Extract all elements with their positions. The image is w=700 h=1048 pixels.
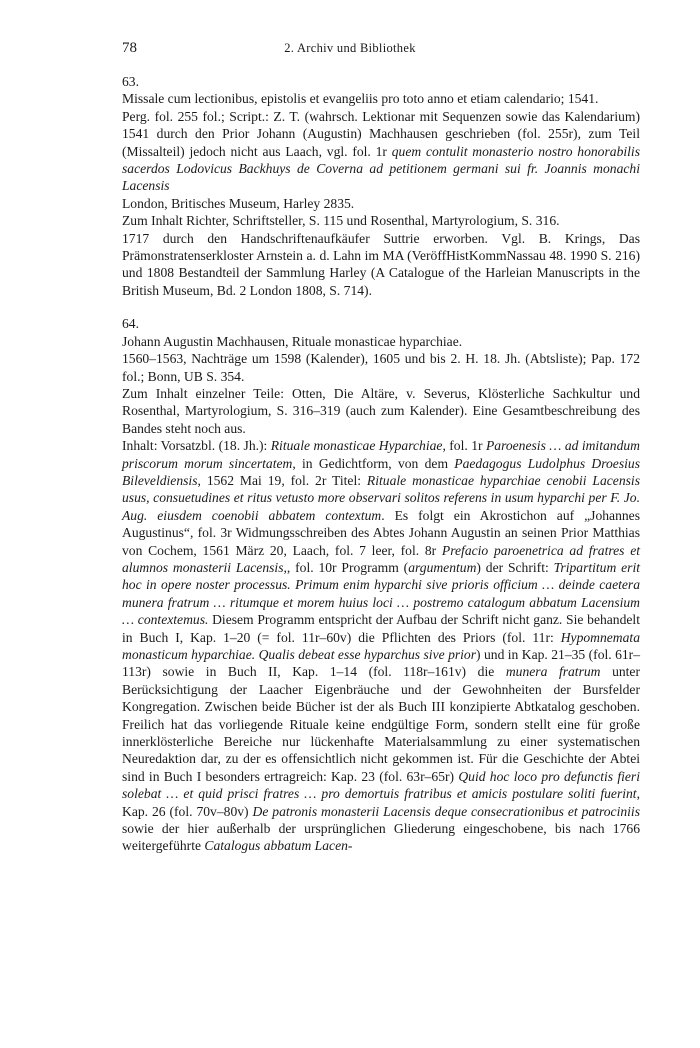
entry-title: Johann Augustin Machhausen, Rituale monasticae hyparchiae. [122,333,463,349]
entry-location: London, Britisches Museum, Harley 2835. [122,195,355,211]
page-number: 78 [122,40,137,56]
entry-number: 63. [122,74,139,89]
running-head: 2. Archiv und Bibliothek [284,41,416,55]
page-body [122,73,640,855]
catalog-entry-64 [122,315,640,855]
entry-title: Missale cum lectionibus, epistolis et evangeliis pro toto anno et etiam calendario; 1541. [122,91,599,107]
entry-literature: Zum Inhalt Richter, Schriftsteller, S. 115 und Rosenthal, Martyrologium, S. 316. [122,213,560,229]
entry-description: 1560–1563, Nachträge um 1598 (Kalender), 1605 und bis 2. H. 18. Jh. (Abtsliste); Pap. 172 fol.; Bonn, UB S. 354. [122,351,640,384]
entry-description: Perg. fol. 255 fol.; Script.: Z. T. (wahrsch. Lektionar mit Sequenzen sowie das Kalendarium) 1541 durch den Prior Johann (Augustin) Machhausen geschrieben (fol. 255r), zum Teil (Missalteil) jedoch nicht aus Laach, vgl. fol. 1r quem contulit monasterio nostro honorabilis sacerdos Lodovicus Backhuys de Coverna ad petitionem germani sui fr. Joannis monachi Lacensis [122,108,640,194]
entry-contents: Inhalt: Vorsatzbl. (18. Jh.): Rituale monasticae Hyparchiae, fol. 1r Paroenesis … ad imitandum priscorum morum sincertatem, in Gedichtform, von dem Paedagogus Ludolphus Droesius Bileveldiensis, 1562 Mai 19, fol. 2r Titel: Rituale monasticae hyparchiae cenobii Lacensis usus, consuetudines et ritus vetusto more observari solitos referens in usum hyparchi per F. Jo. Aug. eiusdem coenobii abbatem contextum. Es folgt ein Akrostichon auf „Johannes Augustinus“, fol. 3r Widmungsschreiben des Abtes Johann Augustin an seinen Prior Matthias von Cochem, 1561 März 20, Laach, fol. 7 leer, fol. 8r Prefacio paroenetrica ad fratres et alumnos monasterii Lacensis,, fol. 10r Programm (argumentum) der Schrift: Tripartitum erit hoc in opere noster processus. Primum enim hyparchi sive prioris officium … deinde caetera munera fratrum … ritumque et morem huius loci … postremo catalogum abbatum Lacensium … contextemus. Diesem Programm entspricht der Aufbau der Schrift nicht ganz. Sie behandelt in Buch I, Kap. 1–20 (= fol. 11r–60v) die Pflichten des Priors (fol. 11r: Hypomnemata monasticum hyparchiae. Qualis debeat esse hyparchus sive prior) und in Kap. 21–35 (fol. 61r–113r) sowie in Buch II, Kap. 1–14 (fol. 118r–161v) die munera fratrum unter Berücksichtigung der Laacher Eigenbräuche und der Gewohnheiten der Bursfelder Kongregation. Zwischen beide Bücher ist der als Buch III konzipierte Abtkatalog geschoben. Freilich hat das vorliegende Rituale keine endgültige Form, sondern stellt eine für große innerklösterliche Bereiche nur lückenhafte Materialsammlung zu einer systematischen Neuredaktion dar, zu der es offensichtlich nicht gekommen ist. Für die Geschichte der Abtei sind in Buch I besonders ertragreich: Kap. 23 (fol. 63r–65r) Quid hoc loco pro defunctis fieri solebat … et quid prisci fratres … pro demortuis fratribus et amicis postulare soliti fuerint, Kap. 26 (fol. 70v–80v) De patronis monasterii Lacensis deque consecrationibus et patrociniis sowie der hier außerhalb der ursprünglichen Gliederung eingeschobene, bis nach 1766 weitergeführte Catalogus abbatum Lacen- [122,438,641,854]
entry-number: 64. [122,316,139,332]
entry-literature: Zum Inhalt einzelner Teile: Otten, Die Altäre, v. Severus, Klösterliche Sachkultur und Rosenthal, Martyrologium, S. 316–319 (auch zum Kalender). Eine Gesamtbeschreibung des Bandes steht noch aus. [122,385,640,436]
entry-provenance: 1717 durch den Handschriftenaufkäufer Suttrie erworben. Vgl. B. Krings, Das Prämonstratenserkloster Arnstein a. d. Lahn im MA (VeröffHistKommNassau 48. 1990 S. 216) und 1808 Bestandteil der Sammlung Harley (A Catalogue of the Harleian Manuscripts in the British Museum, Bd. 2 London 1808, S. 714). [122,230,640,298]
catalog-entry-63 [122,73,640,299]
